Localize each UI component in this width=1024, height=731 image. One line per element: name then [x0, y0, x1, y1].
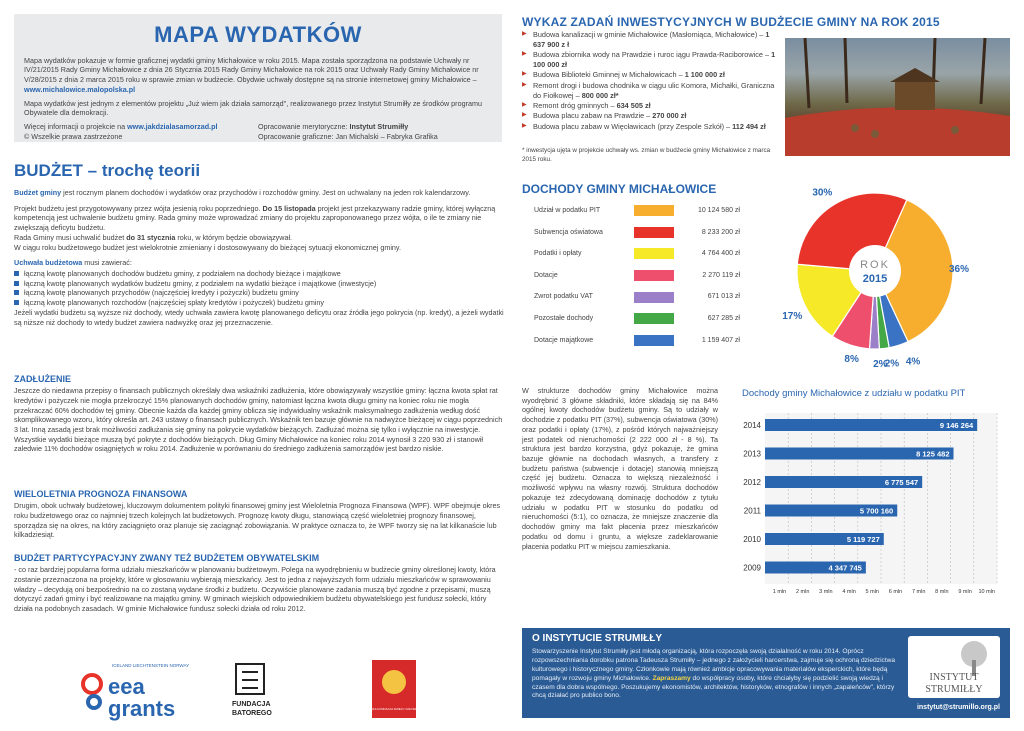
playground-photo: [785, 38, 1010, 156]
list-item: łączną kwotę planowanych dochodów budżetu gminy, z podziałem na dochody bieżące i majątkowe: [14, 269, 504, 279]
dochody-pie-chart: [775, 176, 1020, 370]
list-item: łączną kwotę planowanych wydatków budżetu gminy, z podziałem na wydatki bieżące i majątkowe (inwestycje): [14, 279, 504, 289]
list-item: ▶ Budowa placu zabaw w Więcławicach (przy Zespole Szkół) – 112 494 zł: [522, 122, 780, 132]
zadluzenie-title: ZADŁUŻENIE: [14, 374, 71, 384]
list-item: ▶ Budowa kanalizacji w gminie Michałowice (Masłomiąca, Michałowice) – 1 637 900 z ł: [522, 30, 780, 50]
legend-row: Udział w podatku PIT 10 124 580 zł: [534, 200, 789, 222]
footnote: * inwestycja ujęta w projekcie uchwały ws. zmian w budżecie gminy Michałowice z marca 2015 roku.: [522, 147, 771, 163]
partycypacja-title: BUDŻET PARTYCYPACYJNY ZWANY TEŻ BUDŻETEM OBYWATELSKIM: [14, 553, 320, 563]
bar-value-label: 9 146 264: [939, 421, 974, 430]
pfdim-logo: [365, 660, 424, 718]
legend-swatch: [634, 205, 674, 216]
eea-text: eea: [108, 674, 145, 699]
pie-center-label: ROK: [860, 259, 890, 271]
legend-row: Subwencja oświatowa 8 233 200 zł: [534, 222, 789, 244]
list-item: łączną kwotę planowanych przychodów (najczęściej kredyty i pożyczki) budżetu gminy: [14, 288, 504, 298]
budzet-body: Budżet gminy jest rocznym planem dochodów i wydatków oraz przychodów i rozchodów gminy. Jest on uchwalany na jeden rok kalendarzowy. Projekt budżetu jest przygotowywany przez wójta jesienią roku poprzedniego. Do 15 listopada projekt jest przekazywany radzie gminy, której wyłączną kompetencją jest uchwalenie budżetu gminy. Rada gminy może wprowadzać zmiany do projektu zaproponowanego przez wójta, o ile te zmiany nie zwiększają deficytu budżetu. Rada Gminy musi uchwalić budżet do 31 stycznia roku, w którym będzie obowiązywał. W ciągu roku budżetowego budżet jest wielokrotnie zmieniany i dostosowywany do bieżącej sytuacji ekonomicznej gminy. Uchwała budżetowa musi zawierać: łączną kwotę planowanych dochodów budżetu gminy, z podziałem na dochody bieżące i majątkowe łączną kwotę planowanych wydatków budżetu gminy, z podziałem na wydatki bieżące i majątkowe (inwestycje) łączną kwotę planowanych przychodów (najczęściej kredyty i pożyczki) budżetu gminy łączną kwotę planowanych rozchodów (najczęściej spłaty kredytów i pożyczek) budżetu gminy Jeżeli wydatki budżetu są wyższe niż dochody, wtedy uchwała zawiera kwotę planowanego deficytu oraz źródła jego pokrycia (np. kredyt), a jeżeli wydatki są niższe niż dochody to wtedy budżet zawiera nadwyżkę oraz jej przeznaczenie.: [14, 188, 504, 327]
page-title: MAPA WYDATKÓW: [154, 22, 362, 47]
bar-chart-title: Dochody gminy Michałowice z udziału w podatku PIT: [742, 388, 966, 399]
partycypacja-section: BUDŻET PARTYCYPACYJNY ZWANY TEŻ BUDŻETEM OBYWATELSKIM - co raz bardziej popularna forma udziału mieszkańców w planowaniu budżetowym. Polega na wyodrębnieniu w budżecie gminy określonej kwoty, która zostanie przeznaczona na projekty, które w głosowaniu wybierają mieszkańcy. Jest to jedna z najwyższych form udziału mieszkańców w sprawowaniu władzy – decydują oni bezpośrednio na co zostaną wydane środki z budżetu. Oczywiście planowane zadania muszą być zgodne z przepisami, muszą dotyczyć zadań gminy i być realizowane na majątku gminy. W gminach wiejskich odpowiednikiem budżetu obywatelskiego jest fundusz sołecki, który działa na podobnych zasadach. W gminie Michałowice fundusz sołecki działa od roku 2012.: [14, 552, 504, 614]
fundacja-batorego-logo: [232, 664, 272, 717]
x-tick-label: 1 mln: [772, 589, 787, 595]
wykaz-title: WYKAZ ZADAŃ INWESTYCYJNYCH W BUDŻECIE GMINY NA ROK 2015: [522, 15, 940, 29]
svg-text:BATOREGO: BATOREGO: [232, 710, 272, 717]
gmina-website-link[interactable]: www.michalowice.malopolska.pl: [24, 84, 136, 94]
instytut-title: O INSTYTUCIE STRUMIŁŁY: [532, 633, 662, 644]
pie-percent-label: 2%: [884, 358, 900, 370]
x-tick-label: 9 mln: [958, 589, 972, 595]
credits: Więcej informacji o projekcie na www.jakdzialasamorzad.pl © Wszelkie prawa zastrzeżone Opracowanie merytoryczne: Instytut Strumiłły Opracowanie graficzne: Jan Michalski – Fabryka Grafika: [24, 122, 438, 141]
list-item: ▶ Budowa placu zabaw na Prawdzie – 270 000 zł: [522, 111, 780, 121]
x-tick-label: 8 mln: [935, 589, 949, 595]
legend-swatch: [634, 335, 674, 346]
bar-category-label: 2010: [743, 535, 761, 544]
bar-value-label: 4 347 745: [828, 563, 862, 573]
svg-text:STRUMIŁŁY: STRUMIŁŁY: [925, 684, 983, 695]
pit-bar-chart: [735, 405, 1005, 605]
legend-swatch: [634, 270, 674, 281]
pie-center: [849, 245, 901, 297]
project-website-link[interactable]: www.jakdzialasamorzad.pl: [127, 122, 218, 131]
instytut-text: Stowarzyszenie Instytut Strumiłły jest młodą organizacją, która rozpoczęła swoją działalność w roku 2014. Oprócz rozpowszechniania dorobku patrona Tadeusza Strumiłły – jednego z założycieli harcerstwa, zajmuje się ochroną dziedzictwa kulturowego i historycznego gminy. Członkowie mają również ambicje opracowywania materiałów eksperckich, które będą pomagały w rozwoju gminy Michałowice. Zapraszamy do współpracy osoby, które chciałyby się podzielić swoją wiedzą i czasem dla dobra wspólnego. Poszukujemy ekonomistów, architektów, historyków, etnografów i innych „zapaleńców", którzy chcą działać pro publico bono.: [532, 648, 896, 700]
legend-row: Zwrot podatku VAT 671 013 zł: [534, 286, 789, 308]
x-tick-label: 10 mln: [978, 589, 995, 595]
project-paragraph: Mapa wydatków jest jednym z elementów projektu „Już wiem jak działa samorząd", realizowanego przez Instytut Strumiłły ze środków programu Obywatele dla demokracji.: [24, 98, 482, 118]
wpf-title: WIELOLETNIA PROGNOZA FINANSOWA: [14, 489, 188, 499]
bar-category-label: 2011: [743, 506, 761, 516]
pie-percent-label: 17%: [782, 311, 803, 323]
bar-value-label: 8 125 482: [916, 449, 950, 459]
x-tick-label: 7 mln: [911, 589, 926, 595]
pie-percent-label: 36%: [948, 264, 970, 276]
legend-swatch: [634, 227, 674, 238]
pie-percent-label: 30%: [812, 187, 833, 199]
x-tick-label: 2 mln: [795, 589, 810, 595]
eea-small-text: ICELAND LIECHTENSTEIN NORWAY: [112, 663, 190, 668]
dochody-legend: [534, 200, 789, 351]
budzet-title: BUDŻET – trochę teorii: [14, 161, 201, 180]
bar-category-label: 2012: [743, 478, 761, 487]
grants-text: grants: [108, 696, 176, 721]
uchwala-list: [14, 269, 504, 308]
zadluzenie-section: ZADŁUŻENIE Jeszcze do niedawna przepisy o finansach publicznych określały dwa wskaźniki zadłużenia, które obowiązywały wszystkie gminy: łączna kwota spłat rat kredytów i pożyczek nie mogła przekroczyć 15% planowanych dochodów gminy, natomiast łączna kwota długu gminy na koniec roku nie mogła przekraczać 60% dochodów tej gminy. Obecnie każda dla każdej gminy oblicza się indywidualny wskaźnik maksymalnego zadłużenia według dość skomplikowanego wzoru, który określa art. 243 ustawy o finansach publicznych. Wskaźnik ten bazuje głównie na nadwyżce bieżącej w ciągu poprzednich 3 lat. Inną zasadą jest brak możliwości zadłużania się gminy na pokrycie wydatków bieżących. Zadłużać można się tylko i wyłącznie na inwestycje. Wszystkie wydatki bieżące muszą być pokryte z dochodów bieżących. Dług Gminy Michałowice na koniec roku 2014 wynosił 3 220 930 zł i stanowił zaledwie 11% dochodów osiągniętych w roku 2014. Zadłużenie w porównaniu do średniego zadłużenia samorządów jest bardzo niskie.: [14, 374, 503, 454]
bar-category-label: 2009: [743, 563, 761, 573]
legend-swatch: [634, 313, 674, 324]
instytut-logo: [908, 636, 1000, 698]
list-item: ▶ Remont drogi i budowa chodnika w ciągu ulic Komora, Michałki, Graniczna do Fiołkowej – 800 000 zł*: [522, 81, 780, 101]
svg-text:POLSKA FUNDACJA DZIECI I MŁODZ: POLSKA FUNDACJA DZIECI I MŁODZIEŻY: [364, 707, 424, 711]
bar-category-label: 2013: [743, 449, 761, 459]
legend-row: Pozostałe dochody 627 285 zł: [534, 308, 789, 330]
x-tick-label: 3 mln: [819, 589, 833, 595]
legend-row: Dotacje majątkowe 1 159 407 zł: [534, 330, 789, 352]
x-tick-label: 4 mln: [842, 589, 856, 595]
legend-swatch: [634, 248, 674, 259]
sponsor-logos: [80, 658, 440, 720]
contact-email[interactable]: instytut@strumillo.org.pl: [916, 703, 1000, 711]
pie-percent-label: 8%: [844, 354, 859, 366]
instytut-box: [522, 628, 1010, 718]
dochody-title: DOCHODY GMINY MICHAŁOWICE: [522, 182, 717, 196]
svg-text:INSTYTUT: INSTYTUT: [929, 672, 979, 683]
legend-row: Podatki i opłaty 4 764 400 zł: [534, 243, 789, 265]
intro-paragraph: Mapa wydatków pokazuje w formie graficznej wydatki gminy Michałowice w roku 2015. Mapa została sporządzona na podstawie Uchwały nr IV/21/2015 Rady Gminy Michałowice z dnia 26 Stycznia 2015 Rady Gminy Michałowice na rok 2015 oraz Uchwały Rady Gminy Michałowice nr V/28/2015 z dnia 2 marca 2015 roku w sprawie zmian w budżecie. Obydwie uchwały dostępne są na stronie internetowej gminy Michałowice – www.michalowice.malopolska.pl: [24, 55, 479, 94]
wpf-section: WIELOLETNIA PROGNOZA FINANSOWA Drugim, obok uchwały budżetowej, kluczowym dokumentem polityki finansowej gminy jest Wieloletnia Prognoza Finansowa (WPF). WPF obejmuje okres roku budżetowego oraz co najmniej trzech kolejnych lat budżetowych. Prognozę kwoty długu, stanowiącą część wieloletniej prognozy finansowej, sporządza się na okres, na który zaciągnięto oraz planuje się zaciągnąć zobowiązania. W praktyce oznacza to, że WPF tworzy się na lat kilkanaście lub kilkadziesiąt.: [14, 488, 504, 540]
pie-percent-label: 2%: [873, 358, 888, 370]
svg-text:FUNDACJA: FUNDACJA: [232, 701, 271, 708]
intro-box: [14, 14, 502, 142]
eea-grants-logo: [83, 663, 189, 721]
list-item: łączną kwotę planowanych rozchodów (najczęściej spłaty kredytów i pożyczek) budżetu gminy: [14, 298, 504, 308]
bar-category-label: 2014: [743, 421, 761, 430]
bar-value-label: 5 119 727: [846, 535, 880, 544]
pie-percent-label: 4%: [905, 356, 921, 368]
list-item: ▶ Budowa Biblioteki Gminnej w Michałowicach – 1 100 000 zł: [522, 70, 780, 80]
legend-row: Dotacje 2 270 119 zł: [534, 265, 789, 287]
investment-list: [522, 30, 780, 132]
bar-value-label: 5 700 160: [859, 506, 894, 516]
struktura-text: W strukturze dochodów gminy Michałowice można wyodrębnić 3 główne składniki, które składają się na 84% ogólnej kwoty dochodów budżetu gminy. Są to udziały w dochodzie z podatku PIT (37%), subwencja oświatowa (30%) oraz podatki i opłaty (17%), z pośród których najważniejszy jest podatek od nieruchomości (2 222 000 zł - 8 %). Ta struktura jest bardzo korzystna, gdyż pokazuje, że gmina bazuje głównie na dochodach własnych, a transfery z budżetu państwa (subwencje i dotacje) stanowią mniejszą część jej budżetu. Oznacza to większą niezależność i możliwość wpływu na własny rozwój. Struktura dochodów pokazuje też zdecydowaną dominację dochodów z tytułu udziału w podatku PIT w stosunku do podatku od nieruchomości (5:1), co oznacza, że mniejsze znaczenie dla dochodów gminy ma fakt płacenia przez mieszkańców podatku od domu i gruntu, a większe zadeklarowanie płacenia podatku PIT w miejscu zamieszkania.: [522, 386, 718, 551]
bar-value-label: 6 775 547: [884, 478, 919, 487]
list-item: ▶ Budowa zbiornika wody na Prawdzie i ruroc iągu Prawda-Raciborowice – 1 100 000 zł: [522, 50, 780, 70]
x-tick-label: 6 mln: [888, 589, 903, 595]
legend-swatch: [634, 292, 674, 303]
x-tick-label: 5 mln: [865, 589, 879, 595]
list-item: ▶ Remont dróg gminnych – 634 505 zł: [522, 101, 780, 111]
pie-center-year: 2015: [862, 273, 888, 285]
